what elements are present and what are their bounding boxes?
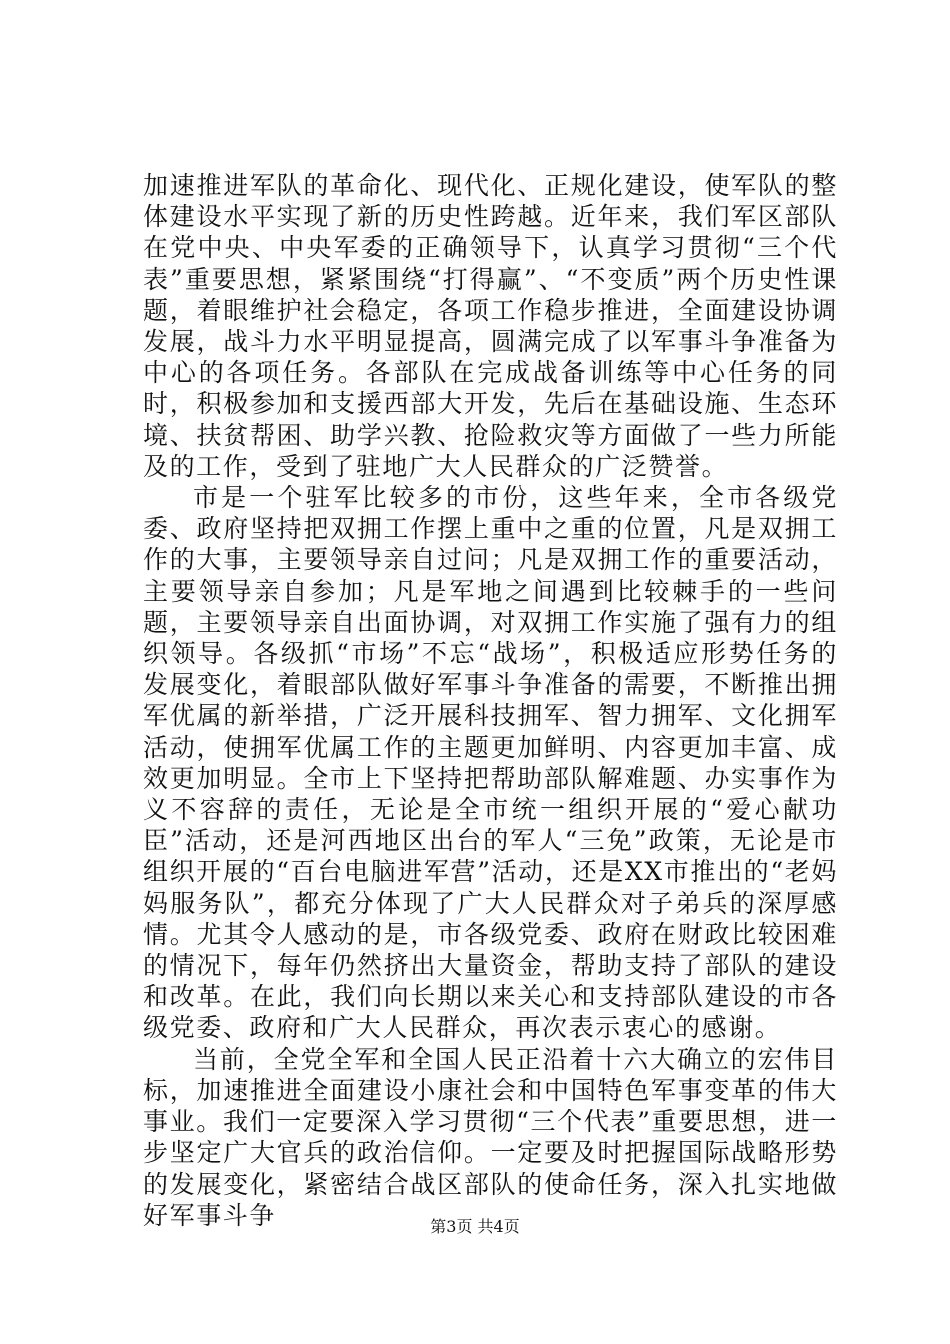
paragraph-1: 加速推进军队的革命化、现代化、正规化建设，使军队的整体建设水平实现了新的历史性跨越。近年来，我们军区部队在党中央、中央军委的正确领导下，认真学习贯彻“三个代表”重要思想，紧紧围绕“打得赢”、“不变质”两个历史性课题，着眼维护社会稳定，各项工作稳步推进，全面建设协调发展，战斗力水平明显提高，圆满完成了以军事斗争准备为中心的各项任务。各部队在完成战备训练等中心任务的同时，积极参加和支援西部大开发，先后在基础设施、生态环境、扶贫帮困、助学兴教、抢险救灾等方面做了一些力所能及的工作，受到了驻地广大人民群众的广泛赞誉。 (143, 171, 838, 481)
page-footer: 第3页 共4页 (430, 1217, 520, 1236)
paragraph-3: 当前，全党全军和全国人民正沿着十六大确立的宏伟目标，加速推进全面建设小康社会和中国特色军事变革的伟大事业。我们一定要深入学习贯彻“三个代表”重要思想，进一步坚定广大官兵的政治信仰。一定要及时把握国际战略形势的发展变化，紧密结合战区部队的使命任务，深入扎实地做好军事斗争 (143, 1044, 838, 1230)
paragraph-2: 市是一个驻军比较多的市份，这些年来，全市各级党委、政府坚持把双拥工作摆上重中之重的位置，凡是双拥工作的大事，主要领导亲自过问；凡是双拥工作的重要活动，主要领导亲自参加；凡是军地之间遇到比较棘手的一些问题，主要领导亲自出面协调，对双拥工作实施了强有力的组织领导。各级抓“市场”不忘“战场”，积极适应形势任务的发展变化，着眼部队做好军事斗争准备的需要，不断推出拥军优属的新举措，广泛开展科技拥军、智力拥军、文化拥军活动，使拥军优属工作的主题更加鲜明、内容更加丰富、成效更加明显。全市上下坚持把帮助部队解难题、办实事作为义不容辞的责任，无论是全市统一组织开展的“爱心献功臣”活动，还是河西地区出台的军人“三免”政策，无论是市组织开展的“百台电脑进军营”活动，还是XX市推出的“老妈妈服务队”，都充分体现了广大人民群众对子弟兵的深厚感情。尤其令人感动的是，市各级党委、政府在财政比较困难的情况下，每年仍然挤出大量资金，帮助支持了部队的建设和改革。在此，我们向长期以来关心和支持部队建设的市各级党委、政府和广大人民群众，再次表示衷心的感谢。 (143, 483, 838, 1043)
document-body (143, 170, 838, 1231)
